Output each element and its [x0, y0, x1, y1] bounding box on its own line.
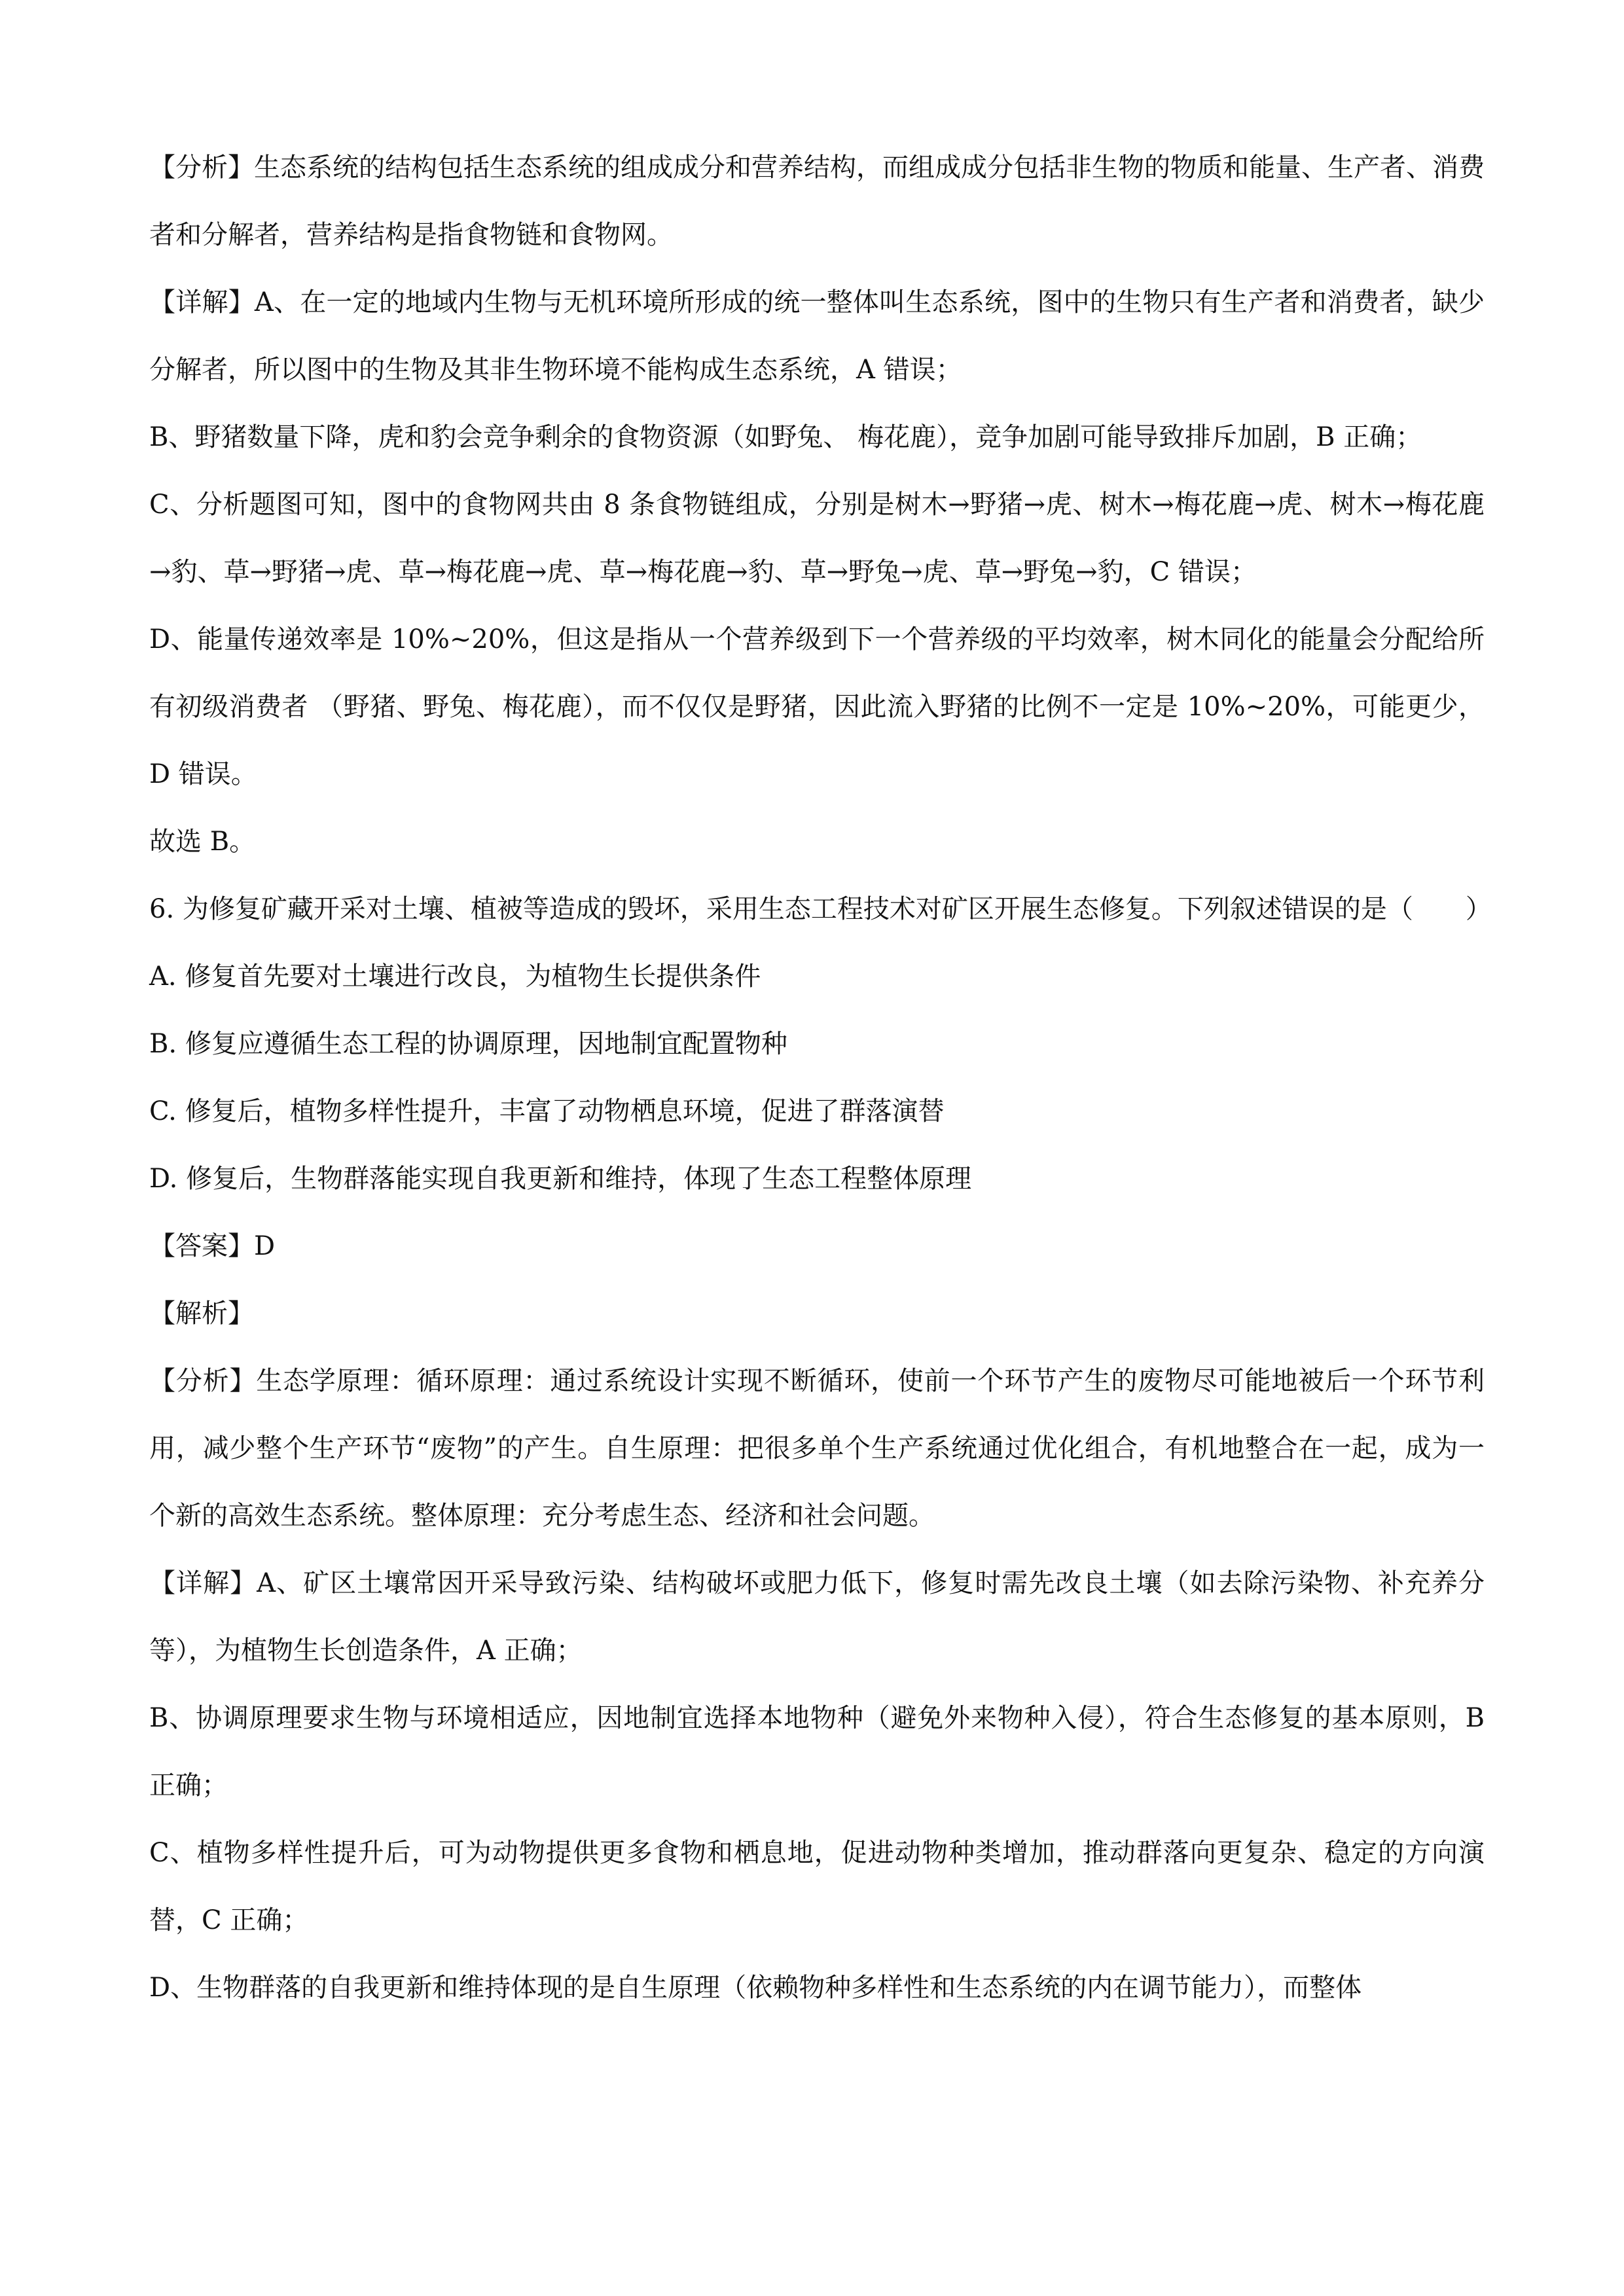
q6-detail-c: C、植物多样性提升后，可为动物提供更多食物和栖息地，促进动物种类增加，推动群落向更复杂、稳定的方向演替，C 正确；	[149, 1838, 1485, 1935]
q6-detail-a: 【详解】A、矿区土壤常因开采导致污染、结构破坏或肥力低下，修复时需先改良土壤（如去除污染物、补充养分等），为植物生长创造条件，A 正确；	[149, 1568, 1485, 1666]
q5-conclusion: 故选 B。	[149, 827, 256, 857]
q6-option-b: B. 修复应遵循生态工程的协调原理，因地制宜配置物种	[149, 1029, 787, 1059]
q6-answer: 【答案】D	[149, 1231, 276, 1261]
q6-analysis: 【分析】生态学原理：循环原理：通过系统设计实现不断循环，使前一个环节产生的废物尽可能地被后一个环节利用，减少整个生产环节“废物”的产生。自生原理：把很多单个生产系统通过优化组合，有机地整合在一起，成为一个新的高效生态系统。整体原理：充分考虑生态、经济和社会问题。	[149, 1366, 1485, 1531]
q6-detail-d: D、生物群落的自我更新和维持体现的是自生原理（依赖物种多样性和生态系统的内在调节能力），而整体	[149, 1973, 1362, 2003]
q5-detail-b: B、野猪数量下降，虎和豹会竞争剩余的食物资源（如野兔、 梅花鹿），竞争加剧可能导致排斥加剧，B 正确；	[149, 422, 1422, 452]
q6-jiexi-heading: 【解析】	[149, 1299, 254, 1329]
page-content	[149, 134, 1492, 2022]
q5-detail-a: 【详解】A、在一定的地域内生物与无机环境所形成的统一整体叫生态系统，图中的生物只有生产者和消费者，缺少分解者，所以图中的生物及其非生物环境不能构成生态系统，A 错误；	[149, 287, 1485, 385]
q6-option-c: C. 修复后，植物多样性提升，丰富了动物栖息环境，促进了群落演替	[149, 1096, 945, 1126]
q5-detail-d: D、能量传递效率是 10%~20%，但这是指从一个营养级到下一个营养级的平均效率，树木同化的能量会分配给所有初级消费者 （野猪、野兔、梅花鹿），而不仅仅是野猪，因此流入野猪的比例不一定是 10%~20%，可能更少，D 错误。	[149, 624, 1485, 789]
q6-option-a: A. 修复首先要对土壤进行改良，为植物生长提供条件	[149, 961, 761, 992]
q6-detail-b: B、协调原理要求生物与环境相适应，因地制宜选择本地物种（避免外来物种入侵），符合生态修复的基本原则，B 正确；	[149, 1703, 1485, 1801]
q5-analysis: 【分析】生态系统的结构包括生态系统的组成成分和营养结构，而组成成分包括非生物的物质和能量、生产者、消费者和分解者，营养结构是指食物链和食物网。	[149, 152, 1485, 250]
q5-detail-c: C、分析题图可知，图中的食物网共由 8 条食物链组成，分别是树木→野猪→虎、树木→梅花鹿→虎、树木→梅花鹿→豹、草→野猪→虎、草→梅花鹿→虎、草→梅花鹿→豹、草→野兔→虎、草→野兔→豹，C 错误；	[149, 490, 1485, 587]
q6-option-d: D. 修复后，生物群落能实现自我更新和维持，体现了生态工程整体原理	[149, 1164, 972, 1194]
q6-stem: 6. 为修复矿藏开采对土壤、植被等造成的毁坏，采用生态工程技术对矿区开展生态修复。下列叙述错误的是（ ）	[149, 894, 1492, 924]
